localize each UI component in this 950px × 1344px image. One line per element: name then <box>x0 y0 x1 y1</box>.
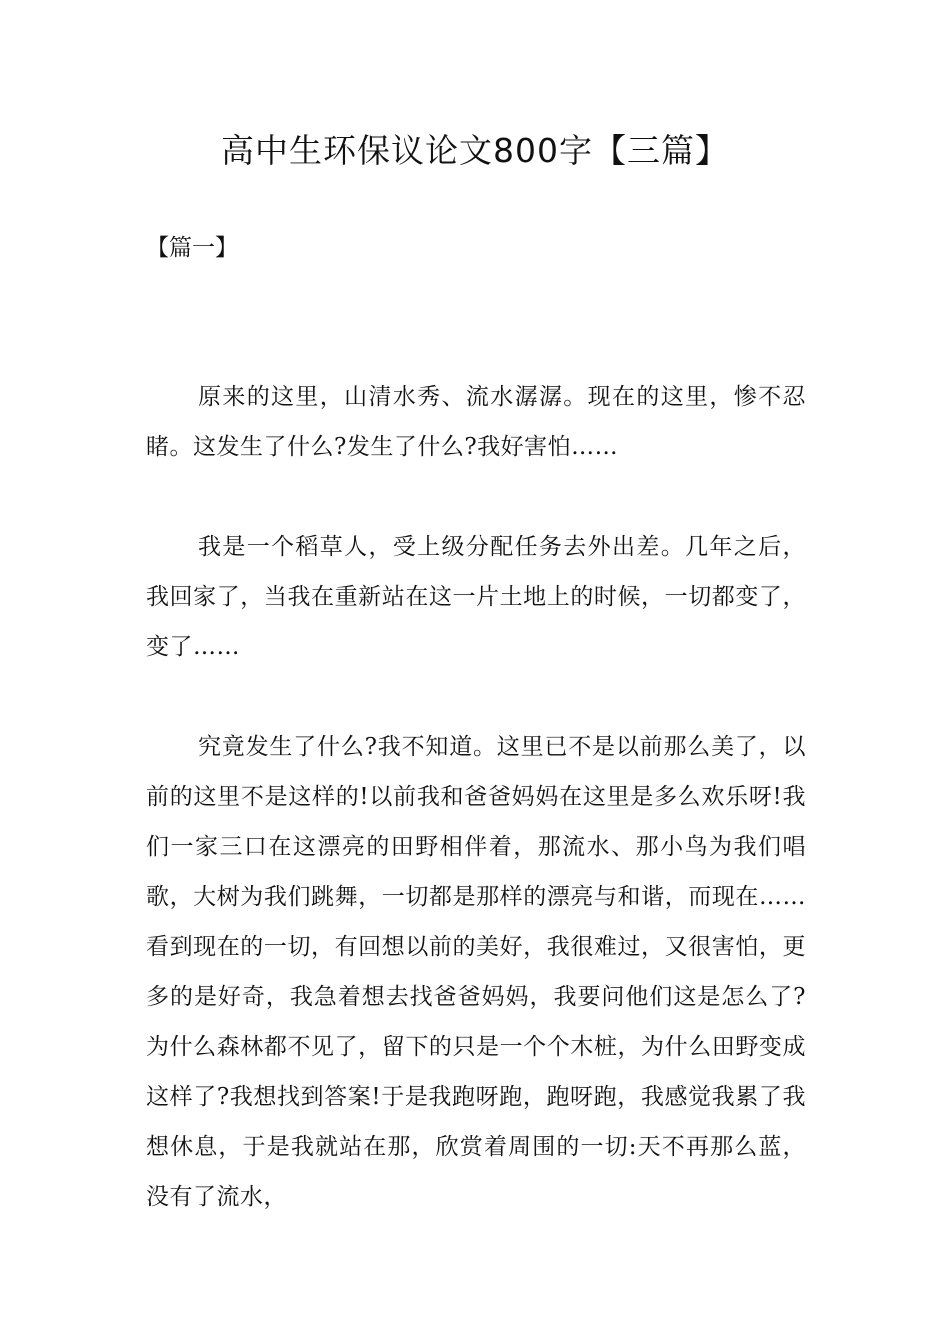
paragraph-3: 究竟发生了什么?我不知道。这里已不是以前那么美了，以前的这里不是这样的!以前我和爸爸妈妈在这里是多么欢乐呀!我们一家三口在这漂亮的田野相伴着，那流水、那小鸟为我们唱歌，大树为我们跳舞，一切都是那样的漂亮与和谐，而现在……看到现在的一切，有回想以前的美好，我很难过，又很害怕，更多的是好奇，我急着想去找爸爸妈妈，我要问他们这是怎么了?为什么森林都不见了，留下的只是一个个木桩，为什么田野变成这样了?我想找到答案!于是我跑呀跑，跑呀跑，我感觉我累了我想休息，于是我就站在那，欣赏着周围的一切:天不再那么蓝，没有了流水， <box>146 734 806 1210</box>
paragraph-1: 原来的这里，山清水秀、流水潺潺。现在的这里，惨不忍睹。这发生了什么?发生了什么?我好害怕…… <box>146 384 806 460</box>
paragraph-2: 我是一个稻草人，受上级分配任务去外出差。几年之后，我回家了，当我在重新站在这一片土地上的时候，一切都变了，变了…… <box>146 534 806 660</box>
document-title: 高中生环保议论文800字【三篇】 <box>221 131 729 170</box>
section-heading: 【篇一】 <box>146 235 238 261</box>
